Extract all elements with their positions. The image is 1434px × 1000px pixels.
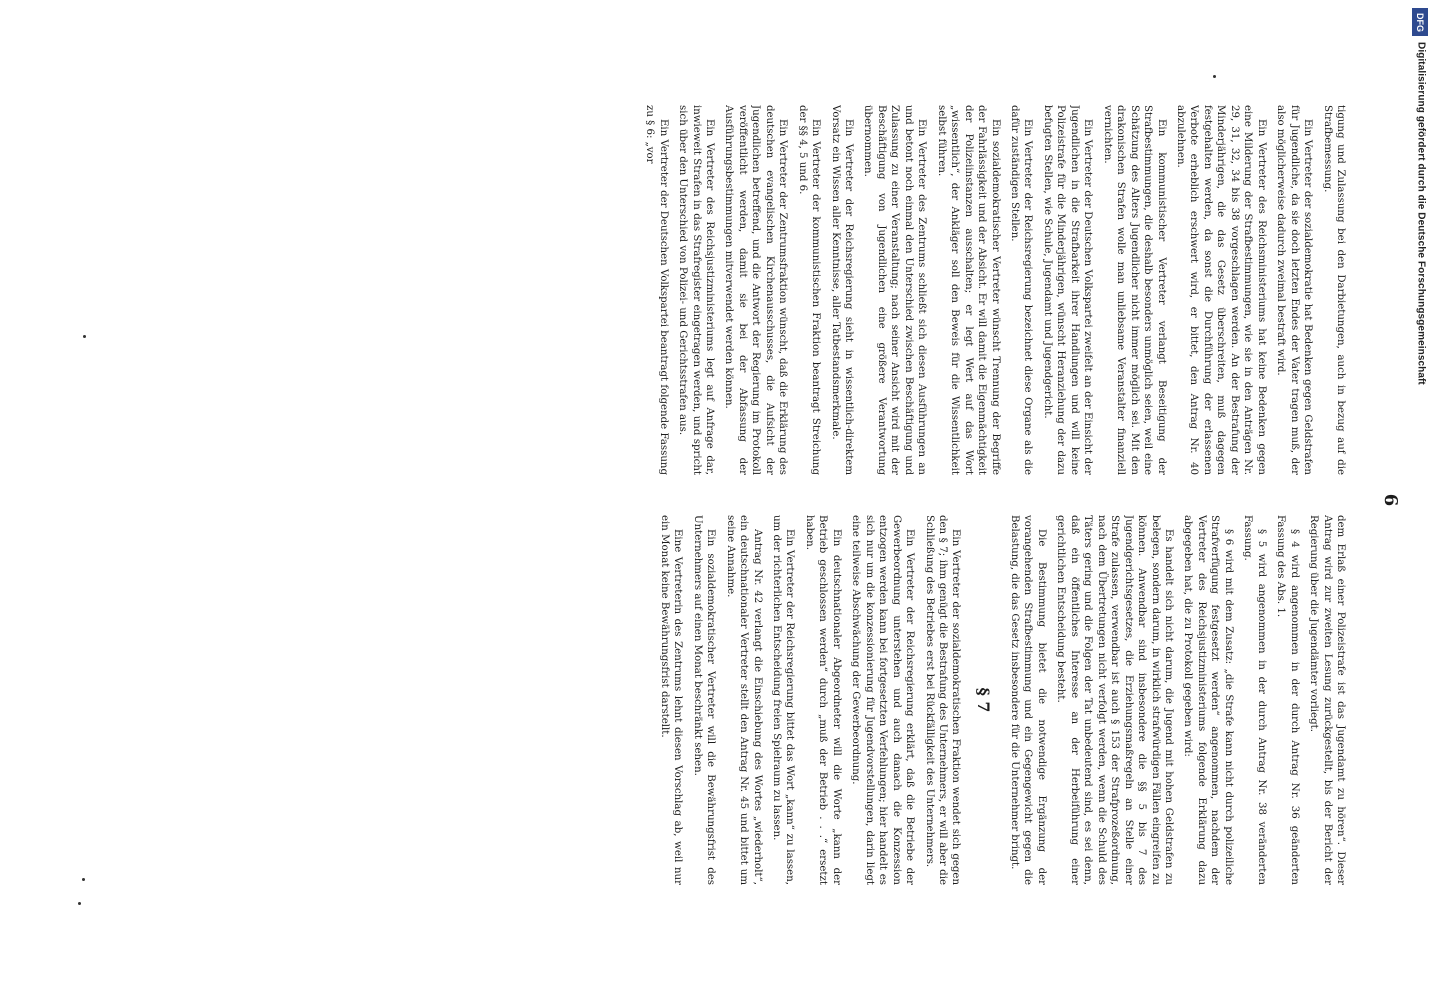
paragraph: § 4 wird angenommen in der durch Antrag Nr. 36 geänderten Fassung des Abs. 1. — [1275, 515, 1300, 885]
paragraph: Eine Vertreterin des Zentrums lehnt diesen Vorschlag ab, weil nur ein Monat keine Bewährungsfrist darstellt. — [658, 515, 684, 885]
dfg-logo: DFG — [1412, 8, 1428, 36]
paragraph: Ein Vertreter des Zentrums schließt sich diesen Ausführungen an und betont noch einmal den Unterschied zwischen Beschäftigung und Zulassung zu einer Veranstaltung; nach seiner Ansicht wird mit der Beschäftigung von Jugendlichen eine größere Verantwortung übernommen. — [862, 105, 928, 475]
paragraph: Es handelt sich nicht darum, die Jugend mit hohen Geldstrafen zu belegen, sondern darum, in wirklich strafwürdigen Fällen eingreifen zu können. Anwendbar sind insbesondere die §§ 5 bis 7 des Jugendgerichtsgesetzes, die Erziehungsmaßregeln an Stelle einer Strafe zulassen, verwendbar ist auch § 153 der Strafprozeßordnung, nach dem Übertretungen nicht verfolgt werden, wenn die Schuld des Täters gering und die Folgen der Tat unbedeutend sind, es sei denn, daß ein öffentliches Interesse an der Herbeiführung einer gerichtlichen Entscheidung besteht. — [1055, 515, 1175, 885]
paragraph: Ein Vertreter des Reichsministeriums hat keine Bedenken gegen eine Milderung der Strafbestimmungen, wie sie in den Anträgen Nr. 29, 31, 32, 34 bis 38 vorgeschlagen werden. An der Bestrafung der Minderjährigen, die das Gesetz überschreiten, muß dagegen festgehalten werden, da sonst die Durchführung der erlassenen Verbote erheblich erschwert wird, er bittet, den Antrag Nr. 40 abzulehnen. — [1175, 105, 1267, 475]
scan-speck — [78, 902, 81, 905]
scan-speck — [1213, 75, 1216, 78]
paragraph: Ein Vertreter der sozialdemokratie hat Bedenken gegen Geldstrafen für Jugendliche, da sie doch letzten Endes der Vater tragen muß, der also möglicherweise dadurch zweimal bestraft wird. — [1275, 105, 1314, 475]
paragraph: Die Bestimmung bietet die notwendige Ergänzung der vorangehenden Strafbestimmung und ein Gegengewicht gegen die Belastung, die das Gesetz insbesondere für die Unternehmer bringt. — [1009, 515, 1047, 885]
paragraph: dem Erlaß einer Polizeistrafe ist das Jugendamt zu hören“. Dieser Antrag wird zur zweiten Lesung zurückgestellt, bis der Bericht der Regierung über die Jugendämter vorliegt. — [1308, 515, 1346, 885]
right-text-column — [107, 515, 1347, 885]
scan-speck — [82, 878, 85, 881]
paragraph: Ein Vertreter des Reichsjustizministeriums legt auf Anfrage dar, inwieweit Strafen in das Strafregister eingetragen werden, und spricht sich über den Unterschied von Polizei- und Gerichtsstrafen aus. — [677, 105, 715, 475]
paragraph: Ein Vertreter der sozialdemokratischen Fraktion wendet sich gegen den § 7; ihm genügt die Bestrafung des Unternehmers, er will aber die Schließung des Betriebes erst bei Rückfälligkeit des Unternehmers. — [923, 515, 962, 885]
paragraph: Ein Vertreter der kommunistischen Fraktion beantragt Streichung der §§ 4, 5 und 6. — [796, 105, 822, 475]
scan-speck — [83, 335, 86, 338]
paragraph: § 6 wird mit dem Zusatz: „die Strafe kann nicht durch polizeiliche Strafverfügung festgesetzt werden“ angenommen, nachdem der Vertreter des Reichsjustizministeriums folgende Erklärung dazu abgegeben hat, die zu Protokoll gegeben wird: — [1182, 515, 1234, 885]
funding-credit-text: Digitalisierung gefördert durch die Deutsche Forschungsgemeinschaft — [1415, 42, 1427, 385]
paragraph: Ein kommunistischer Vertreter verlangt Beseitigung der Strafbestimmungen, die deshalb besonders unmöglich seien, weil eine Schätzung des Alters Jugendlicher nicht immer möglich sei. Mit den drakonischen Strafen wolle man unliebsame Veranstalter finanziell vernichten. — [1101, 105, 1167, 475]
digitization-banner — [1410, 8, 1432, 992]
paragraph: Ein Vertreter der Reichsregierung sieht in wissentlich-direktem Vorsatz ein Wissen aller Kenntnisse, aller Tatbestandsmerkmale. — [829, 105, 855, 475]
paragraph: Ein Vertreter der Reichsregierung erklärt, daß die Betriebe der Gewerbeordnung unterstehen und auch danach die Konzession entzogen werden kann bei fortgesetzten Verfehlungen; hier handelt es sich nur um die konzessionierung für Jugendvorstellungen, darin liegt eine teilweise Abschwächung der Gewerbeordnung. — [850, 515, 916, 885]
page-number: 6 — [1380, 493, 1401, 507]
paragraph: Ein sozialdemokratischer Vertreter will die Bewährungsfrist des Unternehmers auf einen Monat beschränkt sehen. — [691, 515, 717, 885]
paragraph: Ein sozialdemokratischer Vertreter wünscht Trennung der Begriffe der Fahrlässigkeit und der Absicht. Er will damit die Eigenmächtigkeit der Polizeiinstanzen ausschalten; er legt Wert auf das Wort „wissentlich“, der Ankläger soll den Beweis für die Wissentlichkeit selbst führen. — [935, 105, 1001, 475]
paragraph: § 5 wird angenommen in der durch Antrag Nr. 38 veränderten Fassung. — [1242, 515, 1267, 885]
paragraph: Ein Vertreter der Reichsregierung bittet das Wort „kann“ zu lassen, um der richterlichen Entscheidung freien Spielraum zu lassen. — [771, 515, 796, 885]
scanned-page — [27, 70, 1407, 930]
paragraph: Ein Vertreter der Reichsregierung bezeichnet diese Organe als die dafür zuständigen Stellen. — [1009, 105, 1034, 475]
paragraph: Ein Vertreter der Deutschen Volkspartei zweifelt an der Einsicht der Jugendlichen in die Strafbarkeit ihrer Handlungen und will keine Polizeistrafe für die Minderjährigen, wünscht Heranziehung der dazu befugten Stellen, wie Schule, Jugendamt und Jugendgericht. — [1041, 105, 1094, 475]
paragraph: tigung und Zulassung bei den Darbietungen, auch in bezug auf die Strafbemessung. — [1321, 105, 1346, 475]
section-heading: § 7 — [973, 687, 993, 713]
paragraph: Ein Vertreter der Deutschen Volkspartei beantragt folgende Fassung zu § 6: „vor — [644, 105, 669, 475]
paragraph: Antrag Nr. 42 verlangt die Einschiebung des Wortes „wiederholt“, ein deutschnationaler Vertreter stellt den Antrag Nr. 45 und bittet um seine Annahme. — [724, 515, 763, 885]
left-text-column — [107, 105, 1347, 475]
paragraph: Ein deutschnationaler Abgeordneter will die Worte „kann der Betrieb geschlossen werden“ durch „muß der Betrieb . . .“ ersetzt haben. — [803, 515, 842, 885]
paragraph: Ein Vertreter der Zentrumsfraktion wünscht, daß die Erklärung des deutschen evangelischen Kirchenausschusses, die Aufsicht der Jugendlichen betreffend, und die Antwort der Regierung im Protokoll veröffentlicht werden, damit sie bei der Abfassung der Ausführungsbestimmungen mitverwendet werden können. — [723, 105, 789, 475]
